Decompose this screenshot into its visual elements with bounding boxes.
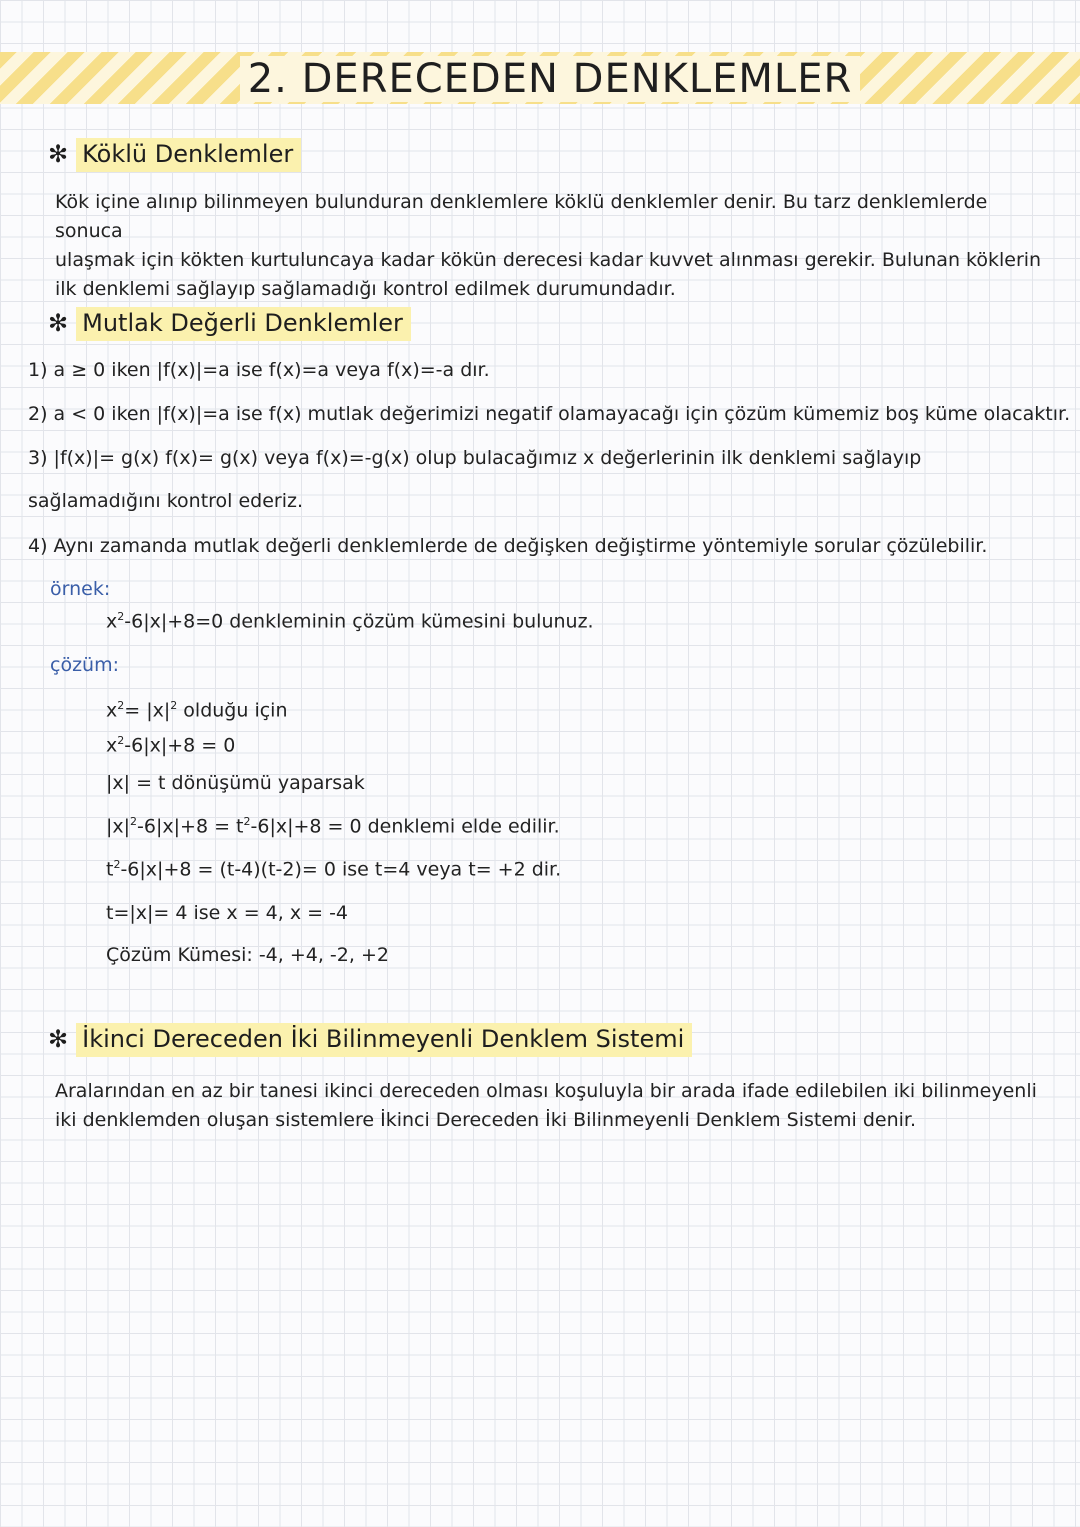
s1-b: = |x| [124,699,171,722]
solution-step-2 [106,734,235,756]
asterisk-icon: ✻ [48,309,69,337]
rule-3-continued: sağlamadığını kontrol ederiz. [28,490,304,512]
page-title-text: 2. DERECEDEN DENKLEMLER [240,56,861,102]
solution-set: Çözüm Kümesi: -4, +4, -2, +2 [106,944,389,966]
example-label: örnek: [50,578,111,600]
solution-step-3: |x| = t dönüşümü yaparsak [106,772,365,794]
s1-exp2: 2 [170,699,178,712]
sistem-paragraph [55,1077,1055,1135]
koklu-paragraph [55,188,1055,304]
rule-2: 2) a < 0 iken |f(x)|=a ise f(x) mutlak değerimizi negatif olamayacağı için çözüm kümemiz boş küme olacaktır. [28,403,1071,425]
s4-a: |x| [106,815,131,838]
s5-a: t [106,858,114,881]
heading-mutlak-degerli [48,309,411,337]
sistem-line-2: iki denklemden oluşan sistemlere İkinci Dereceden İki Bilinmeyenli Denklem Sistemi denir. [55,1109,917,1131]
s2-exp: 2 [117,734,125,747]
koklu-line-1: Kök içine alınıp bilinmeyen bulunduran denklemlere köklü denklemler denir. Bu tarz denklemlerde sonuca [55,191,988,242]
s4-c: -6|x|+8 = 0 denklemi elde edilir. [250,815,560,838]
s4-exp1: 2 [130,815,138,828]
solution-step-6: t=|x|= 4 ise x = 4, x = -4 [106,902,349,924]
heading-sistem-text: İkinci Dereceden İki Bilinmeyenli Denklem Sistemi [76,1023,692,1057]
s2-b: -6|x|+8 = 0 [124,734,236,757]
heading-denklem-sistemi [48,1025,692,1053]
s1-a: x [106,699,118,722]
s5-b: -6|x|+8 = (t-4)(t-2)= 0 ise t=4 veya t= +2 dir. [120,858,562,881]
koklu-line-2: ulaşmak için kökten kurtuluncaya kadar kökün derecesi kadar kuvvet alınması gerekir. Bulunan köklerin [55,249,1042,271]
s1-c: olduğu için [177,699,288,722]
rule-4: 4) Aynı zamanda mutlak değerli denklemlerde de değişken değiştirme yöntemiyle sorular çözülebilir. [28,535,988,557]
rule-1: 1) a ≥ 0 iken |f(x)|=a ise f(x)=a veya f(x)=-a dır. [28,359,490,381]
s1-exp1: 2 [117,699,125,712]
page-title [0,56,1080,102]
s4-exp2: 2 [243,815,251,828]
sistem-line-1: Aralarından en az bir tanesi ikinci dereceden olması koşuluyla bir arada ifade edilebilen iki bilinmeyenli [55,1080,1037,1102]
solution-step-4 [106,815,560,837]
asterisk-icon: ✻ [48,1025,69,1053]
s2-a: x [106,734,118,757]
heading-koklu-text: Köklü Denklemler [76,138,301,172]
example-rest: -6|x|+8=0 denkleminin çözüm kümesini bulunuz. [124,610,594,633]
solution-step-5 [106,858,561,880]
solution-label: çözüm: [50,654,119,676]
asterisk-icon: ✻ [48,140,69,168]
example-base: x [106,610,118,633]
example-equation [106,610,594,632]
rule-3: 3) |f(x)|= g(x) f(x)= g(x) veya f(x)=-g(x) olup bulacağımız x değerlerinin ilk denklemi sağlayıp [28,447,922,469]
s4-b: -6|x|+8 = t [137,815,244,838]
solution-step-1 [106,699,288,721]
heading-mutlak-text: Mutlak Değerli Denklemler [76,307,411,341]
heading-koklu-denklemler [48,140,301,168]
koklu-line-3: ilk denklemi sağlayıp sağlamadığı kontrol edilmek durumundadır. [55,278,676,300]
s5-exp: 2 [113,858,121,871]
example-exponent: 2 [117,610,125,623]
